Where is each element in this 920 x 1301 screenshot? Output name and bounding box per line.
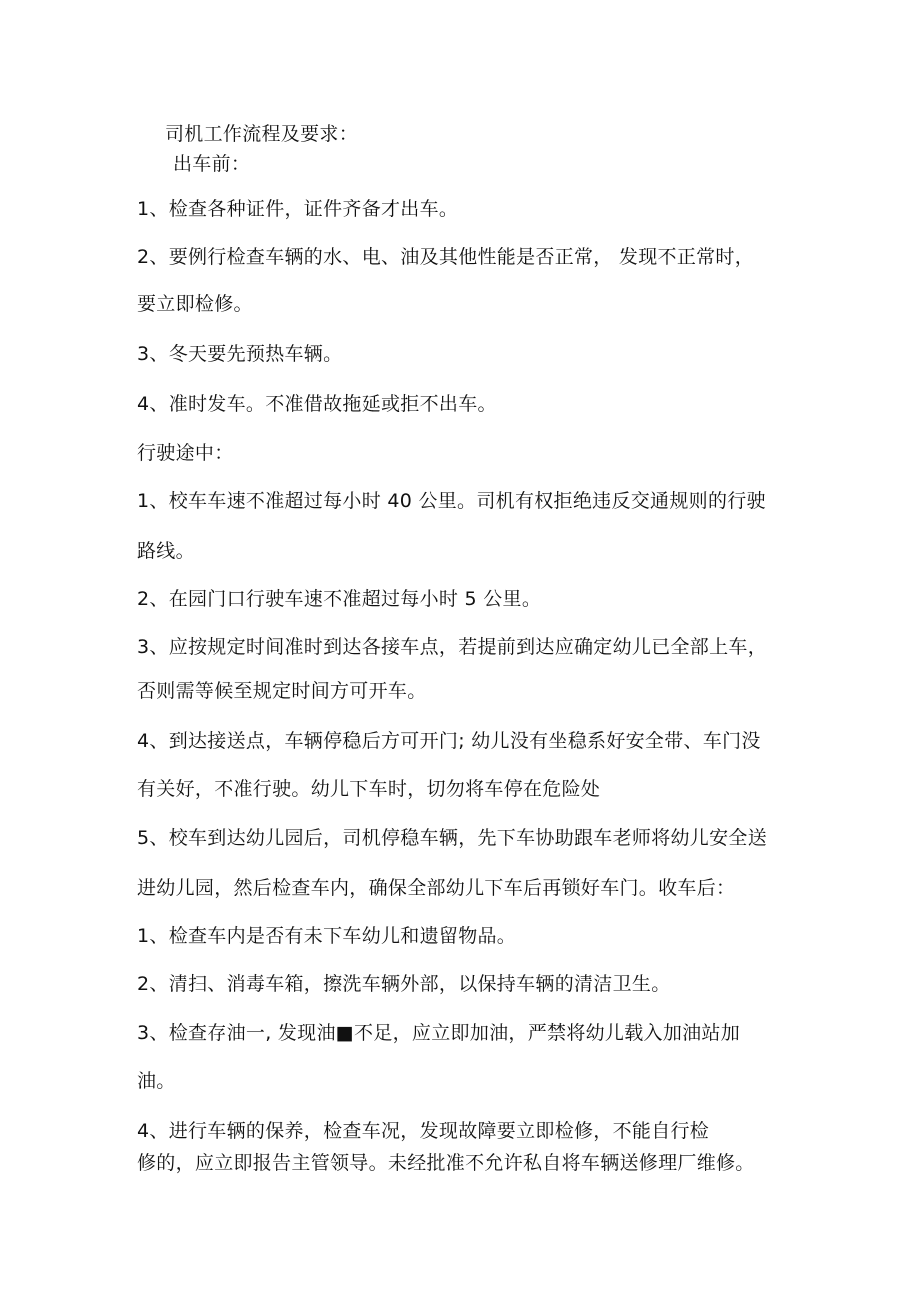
list-item-continuation: 有关好，不准行驶。幼儿下车时，切勿将车停在危险处	[137, 778, 601, 800]
list-item: 3、冬天要先预热车辆。	[137, 343, 343, 365]
list-item: 2、在园门口行驶车速不准超过每小时 5 公里。	[137, 588, 542, 610]
list-item: 2、要例行检查车辆的水、电、油及其他性能是否正常， 发现不正常时，	[137, 246, 755, 268]
list-item: 5、校车到达幼儿园后，司机停稳车辆，先下车协助跟车老师将幼儿安全送	[137, 827, 767, 849]
list-item: 4、进行车辆的保养，检查车况，发现故障要立即检修，不能自行检	[137, 1120, 710, 1142]
list-item-continuation: 要立即检修。	[137, 293, 253, 315]
list-item-continuation: 否则需等候至规定时间方可开车。	[137, 680, 427, 702]
section-heading-during-driving: 行驶途中：	[137, 442, 234, 464]
section-heading-before-departure: 出车前：	[173, 153, 251, 175]
list-item: 2、清扫、消毒车箱，擦洗车辆外部，以保持车辆的清洁卫生。	[137, 973, 671, 995]
list-item: 1、检查车内是否有未下车幼儿和遗留物品。	[137, 925, 517, 947]
list-item: 1、检查各种证件，证件齐备才出车。	[137, 198, 459, 220]
list-item: 4、到达接送点，车辆停稳后方可开门; 幼儿没有坐稳系好安全带、车门没	[137, 730, 761, 752]
list-item: 1、校车车速不准超过每小时 40 公里。司机有权拒绝违反交通规则的行驶	[137, 490, 766, 512]
list-item: 4、准时发车。不准借故拖延或拒不出车。	[137, 393, 497, 415]
list-item-continuation: 修的，应立即报告主管领导。未经批准不允许私自将车辆送修理厂维修。	[137, 1152, 755, 1174]
list-item: 3、应按规定时间准时到达各接车点，若提前到达应确定幼儿已全部上车，	[137, 636, 767, 658]
document-title: 司机工作流程及要求：	[165, 123, 359, 145]
list-item: 3、检查存油一, 发现油■不足，应立即加油，严禁将幼儿载入加油站加	[137, 1022, 741, 1044]
list-item-continuation: 油。	[137, 1070, 176, 1092]
list-item-continuation: 路线。	[137, 540, 195, 562]
list-item-continuation: 进幼儿园，然后检查车内，确保全部幼儿下车后再锁好车门。收车后：	[137, 877, 736, 899]
